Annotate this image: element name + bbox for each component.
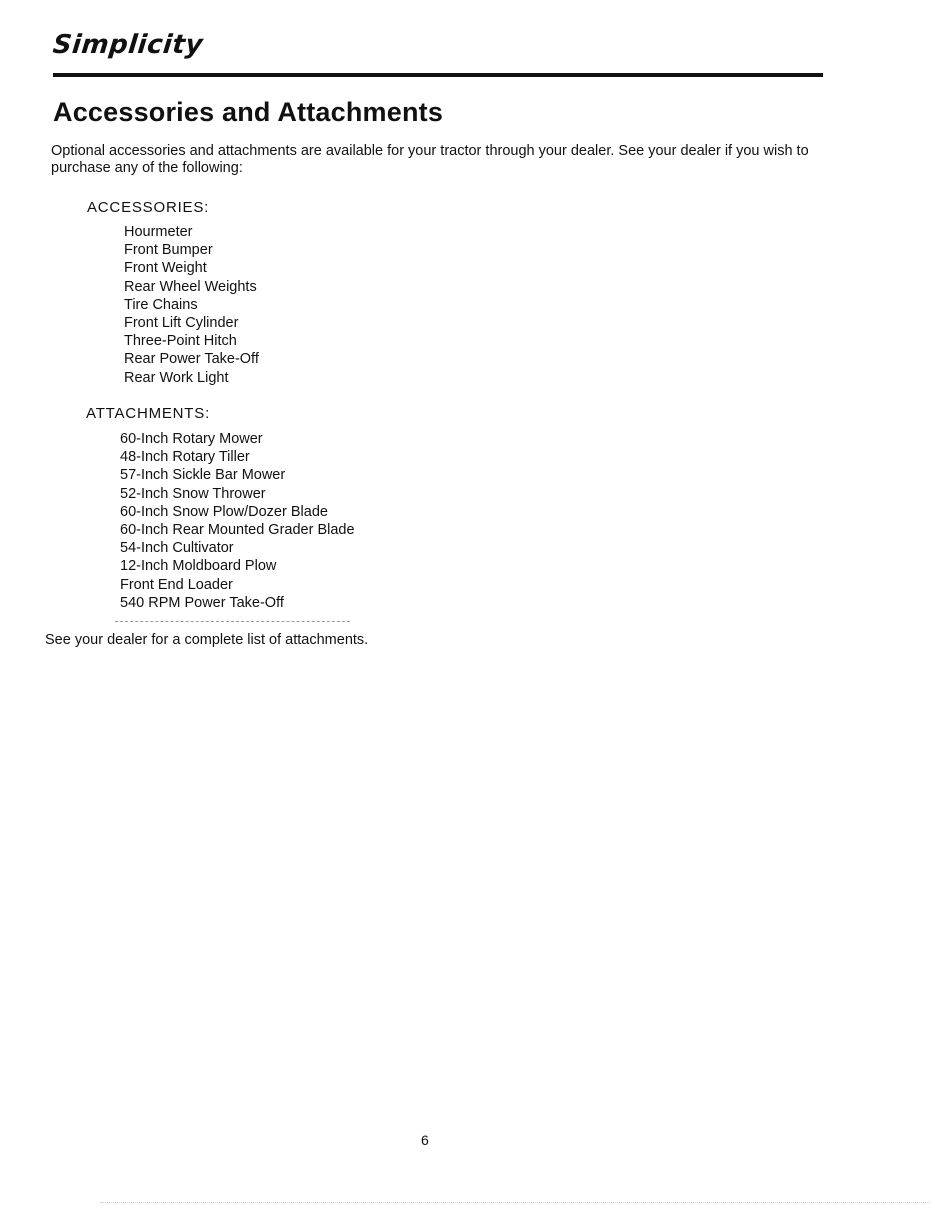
list-item: 54-Inch Cultivator (120, 540, 234, 557)
list-item: Rear Power Take-Off (124, 351, 259, 368)
list-item: 48-Inch Rotary Tiller (120, 449, 250, 466)
attachments-heading: ATTACHMENTS: (86, 405, 211, 422)
accessories-list (124, 223, 259, 387)
list-item: 60-Inch Rear Mounted Grader Blade (120, 522, 355, 539)
page-title: Accessories and Attachments (53, 97, 444, 127)
list-item: Front End Loader (120, 576, 233, 593)
list-item: Hourmeter (124, 224, 193, 240)
list-item: 12-Inch Moldboard Plow (120, 558, 277, 575)
list-item: Front Weight (124, 260, 207, 277)
list-item: 60-Inch Rotary Mower (120, 431, 263, 447)
header-rule (53, 73, 823, 77)
intro-paragraph: Optional accessories and attachments are available for your tractor through your dealer. See your dealer if you wish to purchase any of the following: (51, 143, 809, 176)
scan-artifact-line (100, 1202, 930, 1203)
list-item: Tire Chains (124, 296, 198, 313)
list-item: Front Bumper (124, 242, 213, 259)
section-divider (115, 621, 350, 622)
list-item: 52-Inch Snow Thrower (120, 485, 266, 502)
page-number: 6 (421, 1132, 429, 1148)
list-item: Front Lift Cylinder (124, 315, 239, 332)
attachments-list (120, 430, 355, 612)
brand-logo: Simplicity (51, 30, 205, 60)
accessories-heading: ACCESSORIES: (87, 199, 210, 216)
list-item: Rear Wheel Weights (124, 278, 257, 295)
list-item: Three-Point Hitch (124, 333, 237, 350)
list-item: Rear Work Light (124, 369, 229, 386)
closing-note: See your dealer for a complete list of attachments. (45, 632, 369, 648)
list-item: 57-Inch Sickle Bar Mower (120, 467, 286, 484)
list-item: 540 RPM Power Take-Off (120, 594, 284, 611)
list-item: 60-Inch Snow Plow/Dozer Blade (120, 503, 328, 520)
